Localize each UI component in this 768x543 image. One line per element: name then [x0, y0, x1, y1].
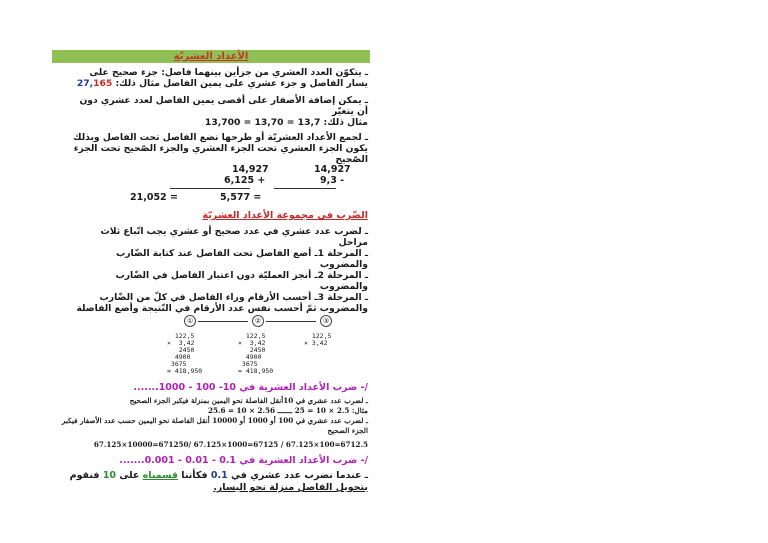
mult-step-1a: ـ المرحلة 1ـ أضع الفاصل تحت الفاصل عند كتابة الضّارب [115, 248, 368, 259]
addition-rule [170, 188, 250, 189]
powers-line-1: ـ لضرب عدد عشري في 10أنقل الفاصلة نحو اليمين بمنزلة فيكبر الجزء الصحيح [129, 396, 368, 405]
subtraction-result: 5,577 = [220, 192, 262, 203]
addition-line-2: يكون الجزء العشري تحت الجزء العشري والجزء الصّحيح تحت الجزء [73, 143, 368, 154]
step-circle-1: ③ [320, 315, 332, 327]
intro-paragraph [56, 67, 368, 89]
multiplication-calc-3: 122,5 × 3,42 2450 4900 3675 = 418,950 [167, 332, 203, 375]
step-circle-3: ① [184, 315, 196, 327]
subtraction-rule [274, 188, 336, 189]
mult-step-3b: والمضروب ثمّ أحسب نفس عدد الأرقام في النّتيجة وأضع الفاصلة [76, 303, 368, 314]
zeros-line-3: مثال ذلك: 13,700 = 13,70 = 13,7 [204, 117, 368, 128]
fraction-line-1: ـ عندما نضرب عدد عشري في 0.1 فكأننا قسمناه على 10 فنقوم [69, 470, 368, 481]
powers-line-3: ـ لضرب عدد عشري في 100 أو 1000 أو 10000 أنقل الفاصلة نحو اليمين حسب عدد الأصفار فيكبر [61, 416, 368, 425]
addition-line-1: ـ لجمع الأعداد العشريّة أو طرحها نضع الفاصل تحت الفاصل وبذلك [73, 132, 368, 143]
decimal-fraction-heading: /- ضرب الأعداد العشرية في 0.1 - 0.01 - 0.001....... [119, 455, 368, 466]
multiplication-calc-1: 122,5 × 3,42 [304, 332, 332, 347]
addend-1: 14,927 [232, 164, 269, 175]
addend-2: 6,125 + [224, 175, 266, 186]
addition-paragraph [56, 132, 368, 165]
addition-line-3: الصّحيح [335, 154, 368, 165]
mult-line-2: مراحل [338, 237, 368, 248]
fraction-line-2: بتحويل الفاصل منزلة نحو اليسار. [213, 482, 368, 493]
example-decimal-part: 165 [93, 78, 113, 89]
mult-step-2b: والمضروب [319, 281, 368, 292]
powers-paragraph [56, 396, 368, 450]
document-page [52, 50, 370, 500]
zeros-paragraph [56, 95, 368, 128]
powers-of-ten-heading: /- ضرب الأعداد العشرية في 10- 100 - 1000....... [133, 382, 368, 393]
multiplication-calc-2: 122,5 × 3,42 2450 4900 3675 = 418,950 [238, 332, 274, 375]
powers-line-4: الجزء الصحيح [327, 426, 368, 435]
zeros-example-2: 13,70 [254, 117, 284, 128]
circle-connector-2 [266, 321, 316, 322]
subtrahend: 9,3 - [320, 175, 345, 186]
fraction-paragraph [56, 470, 368, 494]
page-title: الأعداد العشريّة [52, 50, 370, 63]
minuend: 14,927 [314, 164, 351, 175]
intro-line-2: يسار الفاصل و جزء عشري على يمين الفاصل مثال ذلك: 27,165 [76, 78, 368, 89]
powers-line-5: 6712.5=100×67.125 / 67125=1000×67.125 /671250=10000×67.125 [93, 440, 368, 449]
mult-line-1: ـ لضرب عدد عشري في عدد صحيح أو عشري يجب اتّباع ثلاث [100, 226, 368, 237]
circle-connector-1 [198, 321, 248, 322]
powers-line-2: مثال: 2.5 × 10 = 25 ـــــــ 2.56 × 10 = 25.6 [207, 406, 368, 415]
zeros-example-3: 13,700 [204, 117, 241, 128]
zeros-line-2: أن يتغيّر [331, 106, 368, 117]
step-circle-2: ② [252, 315, 264, 327]
zeros-line-1: ـ يمكن إضافة الأصفار على أقصى يمين الفاصل لعدد عشري دون [79, 95, 368, 106]
mult-step-3a: ـ المرحلة 3ـ أحسب الأرقام وراء الفاصل في كلّ من الضّارب [99, 292, 368, 303]
example-integer-part: 27, [76, 78, 94, 89]
intro-line-1: ـ يتكوّن العدد العشري من جزأين بينهما فاصل: جزء صحيح على [89, 67, 368, 78]
multiplication-heading: الضّرب في مجموعة الأعداد العشريّة [202, 210, 368, 221]
addition-result: 21,052 = [130, 192, 178, 203]
zeros-example-1: 13,7 [297, 117, 321, 128]
mult-step-2a: ـ المرحلة 2ـ أنجز العمليّة دون اعتبار الفاصل في الضّارب [115, 270, 368, 281]
multiplication-paragraph [56, 226, 368, 314]
mult-step-1b: والمضروب [319, 259, 368, 270]
